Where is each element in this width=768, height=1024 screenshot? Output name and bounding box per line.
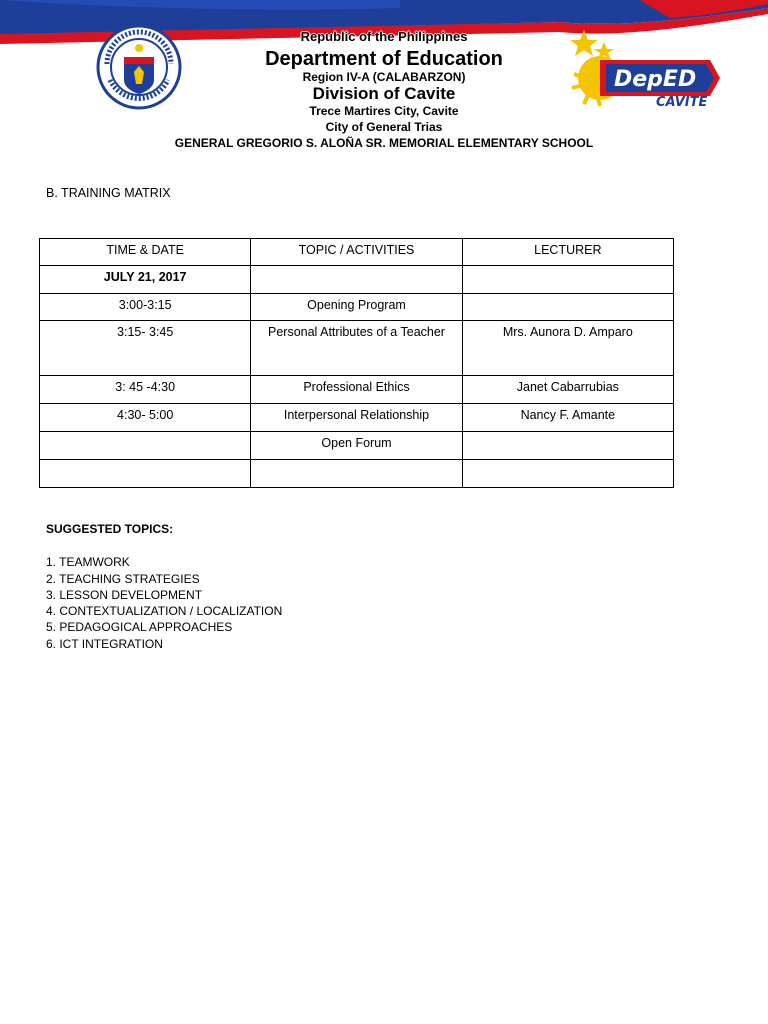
topic-cell: Personal Attributes of a Teacher [251, 321, 462, 376]
section-title: B. TRAINING MATRIX [46, 186, 171, 200]
training-matrix-table [39, 238, 674, 488]
column-header: LECTURER [462, 239, 673, 266]
suggested-topics-title: SUGGESTED TOPICS: [46, 522, 174, 536]
country-line: Republic of the Philippines [300, 29, 468, 44]
topic-cell: Professional Ethics [251, 376, 462, 404]
time-cell: 3:00-3:15 [40, 294, 251, 321]
lecturer-cell [462, 294, 673, 321]
list-item: 1. TEAMWORK [46, 555, 130, 570]
lecturer-cell: Nancy F. Amante [462, 404, 673, 432]
list-item: 5. PEDAGOGICAL APPROACHES [46, 620, 233, 635]
list-item: 3. LESSON DEVELOPMENT [46, 587, 203, 602]
list-item: 2. TEACHING STRATEGIES [46, 571, 200, 586]
table-row [40, 432, 674, 460]
school-city-line: City of General Trias [325, 120, 443, 134]
lecturer-cell [462, 266, 673, 294]
topic-cell: Opening Program [251, 294, 462, 321]
table-header-row [40, 239, 674, 266]
time-cell [40, 460, 251, 488]
topic-cell [251, 460, 462, 488]
time-cell: JULY 21, 2017 [40, 266, 251, 294]
lecturer-cell: Mrs. Aunora D. Amparo [462, 321, 673, 376]
table-row [40, 376, 674, 404]
topic-cell: Open Forum [251, 432, 462, 460]
school-name: GENERAL GREGORIO S. ALOÑA SR. MEMORIAL ELEMENTARY SCHOOL [174, 136, 594, 150]
table-row [40, 404, 674, 432]
division-line: Division of Cavite [312, 84, 456, 103]
list-item: 4. CONTEXTUALIZATION / LOCALIZATION [46, 604, 283, 619]
svg-text:DepED: DepED [614, 67, 697, 92]
lecturer-cell [462, 432, 673, 460]
column-header: TOPIC / ACTIVITIES [251, 239, 462, 266]
topic-cell [251, 266, 462, 294]
lecturer-cell: Janet Cabarrubias [462, 376, 673, 404]
lecturer-cell [462, 460, 673, 488]
table-row [40, 266, 674, 294]
column-header: TIME & DATE [40, 239, 251, 266]
table-row [40, 321, 674, 376]
time-cell: 4:30- 5:00 [40, 404, 251, 432]
region-line: Region IV-A (CALABARZON) [302, 70, 466, 84]
svg-text:CAVITE: CAVITE [656, 95, 708, 110]
letterhead [0, 0, 768, 160]
time-cell: 3:15- 3:45 [40, 321, 251, 376]
department-title: Department of Education [265, 48, 503, 70]
suggested-topics [46, 521, 282, 652]
table-row [40, 294, 674, 321]
list-item: 6. ICT INTEGRATION [46, 636, 163, 651]
time-cell: 3: 45 -4:30 [40, 376, 251, 404]
topic-cell: Interpersonal Relationship [251, 404, 462, 432]
city-line: Trece Martires City, Cavite [309, 104, 459, 118]
time-cell [40, 432, 251, 460]
table-row [40, 460, 674, 488]
